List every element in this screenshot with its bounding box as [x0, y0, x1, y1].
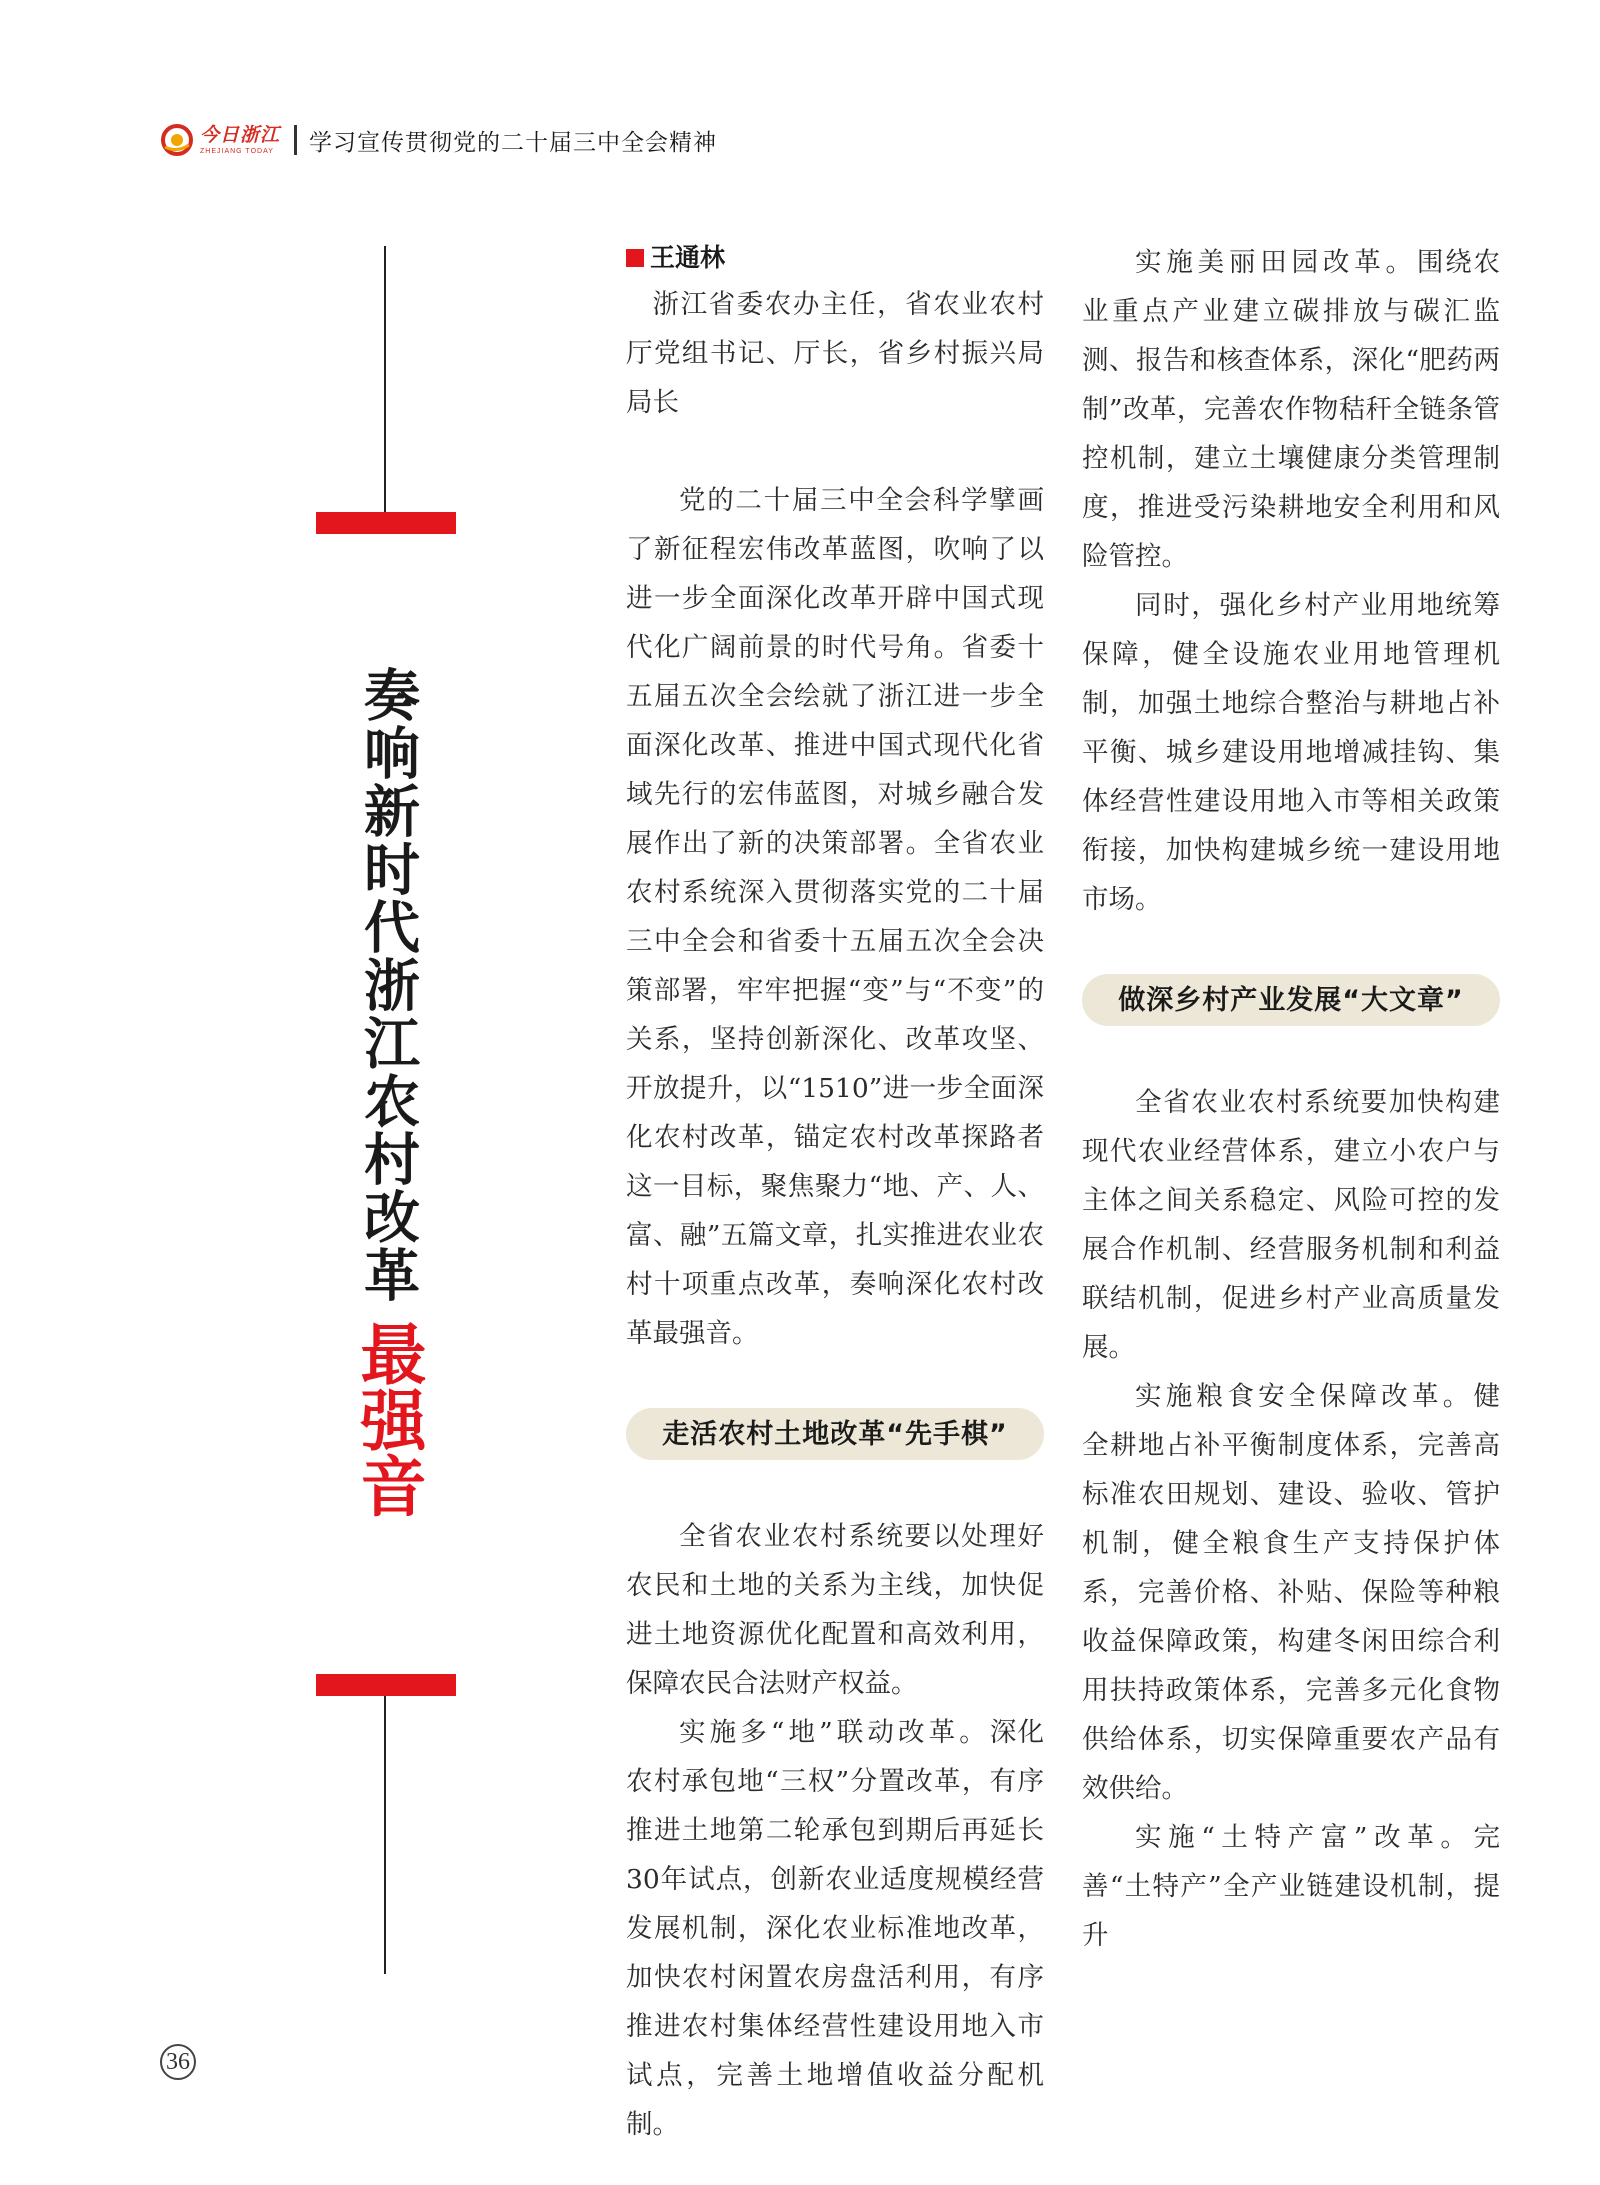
paragraph-lead: 实施“土特产富”改革。 — [1135, 1822, 1474, 1853]
section-heading-text: 走活农村土地改革“先手棋” — [662, 1418, 1008, 1450]
paragraph — [1082, 238, 1500, 581]
logo-text: 今日浙江 — [200, 123, 281, 146]
article-title-accent: 最强音 — [349, 1320, 426, 1518]
section-heading-text: 做深乡村产业发展“大文章” — [1118, 984, 1464, 1016]
paragraph-lead: 实施粮食安全保障改革。 — [1135, 1381, 1474, 1412]
paragraph: 全省农业农村系统要以处理好农民和土地的关系为主线，加快促进土地资源优化配置和高效利用，保障农民合法财产权益。 — [626, 1521, 1044, 1699]
author-marker — [626, 249, 644, 267]
page-number: 36 — [160, 2044, 196, 2080]
header-divider — [294, 125, 297, 155]
author-name-line — [626, 238, 1044, 278]
author-bio: 浙江省委农办主任，省农业农村厅党组书记、厅长，省乡村振兴局局长 — [626, 289, 1044, 418]
paragraph: 同时，强化乡村产业用地统筹保障，健全设施农业用地管理机制，加强土地综合整治与耕地占补平衡、城乡建设用地增减挂钩、集体经营性建设用地入市等相关政策衔接，加快构建城乡统一建设用地市场。 — [1082, 590, 1500, 915]
right-column — [1082, 238, 1500, 1960]
author-name: 王通林 — [650, 243, 726, 272]
paragraph: 全省农业农村系统要加快构建现代农业经营体系，建立小农户与主体之间关系稳定、风险可控的发展合作机制、经营服务机制和利益联结机制，促进乡村产业高质量发展。 — [1082, 1087, 1500, 1363]
intro-paragraph: 党的二十届三中全会科学擘画了新征程宏伟改革蓝图，吹响了以进一步全面深化改革开辟中国式现代化广阔前景的时代号角。省委十五届五次全会绘就了浙江进一步全面深化改革、推进中国式现代化省域先行的宏伟蓝图，对城乡融合发展作出了新的决策部署。全省农业农村系统深入贯彻落实党的二十届三中全会和省委十五届五次全会决策部署，牢牢把握“变”与“不变”的关系，坚持创新深化、改革攻坚、开放提升，以“1510”进一步全面深化农村改革，锚定农村改革探路者这一目标，聚焦聚力“地、产、人、富、融”五篇文章，扎实推进农业农村十项重点改革，奏响深化农村改革最强音。 — [626, 485, 1044, 1349]
paragraph-body: 围绕农业重点产业建立碳排放与碳汇监测、报告和核查体系，深化“肥药两制”改革，完善农作物秸秆全链条管控机制，建立土壤健康分类管理制度，推进受污染耕地安全利用和风险管控。 — [1082, 247, 1501, 572]
section-heading-industry — [1082, 970, 1500, 1030]
paragraph — [1082, 1813, 1500, 1960]
paragraph-body: 健全耕地占补平衡制度体系，完善高标准农田规划、建设、验收、管护机制，健全粮食生产支持保护体系，完善价格、补贴、保险等种粮收益保障政策，构建冬闲田综合利用扶持政策体系，完善多元化食物供给体系，切实保障重要农产品有效供给。 — [1082, 1381, 1500, 1804]
header-title: 学习宣传贯彻党的二十届三中全会精神 — [309, 129, 718, 156]
bottom-vertical-rule — [384, 1696, 386, 1974]
paragraph-body: 完善“土特产”全产业链建设机制，提升 — [1082, 1822, 1500, 1951]
sun-logo-icon — [160, 123, 194, 157]
top-red-bar — [316, 512, 456, 534]
left-column — [626, 238, 1044, 2149]
paragraph-lead: 实施多“地”联动改革。 — [679, 1717, 990, 1748]
paragraph-lead: 实施美丽田园改革。 — [1135, 247, 1417, 278]
bottom-red-bar — [316, 1674, 456, 1696]
section-heading-land — [626, 1404, 1044, 1464]
top-vertical-rule — [384, 246, 386, 522]
paragraph — [626, 1708, 1044, 2149]
article-title-main: 奏响新时代浙江农村改革 — [355, 666, 420, 1304]
article-title — [349, 666, 426, 1518]
paragraph — [1082, 1372, 1500, 1813]
magazine-logo — [160, 123, 280, 157]
logo-subtext: ZHEJIANG TODAY — [200, 147, 274, 155]
page-header — [160, 118, 717, 162]
paragraph-body: 深化农村承包地“三权”分置改革，有序推进土地第二轮承包到期后再延长30年试点，创新农业适度规模经营发展机制，深化农业标准地改革，加快农村闲置农房盘活利用，有序推进农村集体经营性建设用地入市试点，完善土地增值收益分配机制。 — [626, 1717, 1044, 2140]
